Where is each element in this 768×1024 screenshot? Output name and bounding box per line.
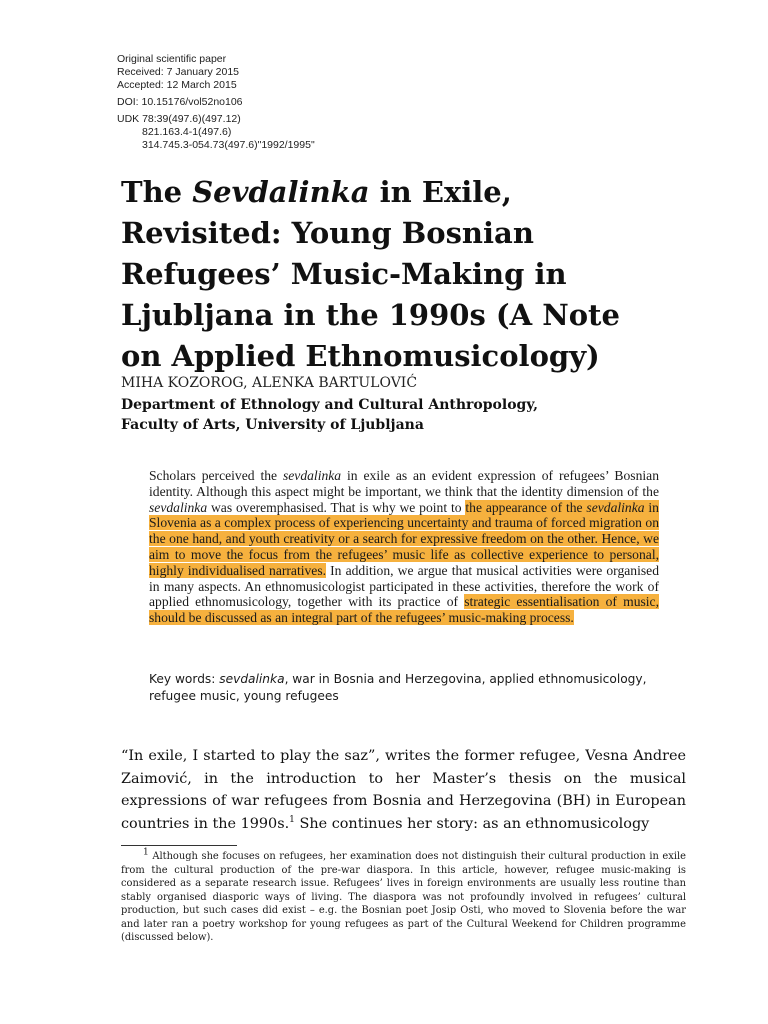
udk-line-3: 314.745.3-054.73(497.6)"1992/1995" [142, 139, 315, 151]
doi: DOI: 10.15176/vol52no106 [117, 96, 243, 108]
accepted-date: Accepted: 12 March 2015 [117, 79, 237, 91]
affiliation-line-1: Department of Ethnology and Cultural Anthropology, [121, 397, 538, 413]
affiliation-line-2: Faculty of Arts, University of Ljubljana [121, 417, 424, 433]
footnote-number: 1 [143, 847, 149, 858]
footnote-ref[interactable]: 1 [289, 814, 295, 825]
footnote-separator [121, 845, 237, 846]
body-paragraph: “In exile, I started to play the saz”, writes the former refugee, Vesna Andree Zaimović, in the introduction to her Master’s thesis on the musical expressions of war refugees from Bosnia and Herzegovina (BH) in European countries in the 1990s.$^1$ She continues her story: as an ethnomusicology [121, 748, 686, 832]
udk-line-2: 821.163.4-1(497.6) [142, 126, 232, 138]
authors: MIHA KOZOROG, ALENKA BARTULOVIĆ [121, 375, 418, 391]
highlight-2: strategic essentialisation of music, should be discussed as an integral part of the refugees’ music-making process. [149, 594, 659, 626]
article-metadata [117, 53, 315, 152]
keywords: Key words: sevdalinka, war in Bosnia and Herzegovina, applied ethnomusicology, refugee music, young refugees [149, 672, 647, 703]
paper-type: Original scientific paper [117, 53, 227, 65]
affiliation [121, 395, 601, 435]
article-title: The Sevdalinka in Exile, Revisited: Young Bosnian Refugees’ Music-Making in Ljubljana in the 1990s (A Note on Applied Ethnomusicology) [121, 175, 620, 373]
udk-line-1: UDK 78:39(497.6)(497.12) [117, 113, 241, 125]
footnote: $^1$ Although she focuses on refugees, her examination does not distinguish their cultural production in exile from the cultural production of the pre-war diaspora. In this article, however, refugee music-making is considered as a separate research issue. Refugees’ lives in foreign environments are usually less routine than stably organised diasporic ways of living. The diaspora was not profoundly involved in refugees’ cultural production, but such cases did exist – e.g. the Bosnian poet Josip Osti, who moved to Slovenia before the war and later ran a poetry workshop for young refugees as part of the Cultural Weekend for Children programme (discussed below). [121, 847, 686, 943]
received-date: Received: 7 January 2015 [117, 66, 239, 78]
highlight-1: the appearance of the sevdalinka in Slovenia as a complex process of experiencing uncertainty and trauma of forced migration on the one hand, and youth creativity or a search for expressive freedom on the other. Hence, we aim to move the focus from the refugees’ music life as collective experience to personal, highly individualised narratives. [149, 499, 659, 578]
title-italic-sevdalinka: Sevdalinka [192, 175, 370, 209]
abstract: Scholars perceived the sevdalinka in exile as an evident expression of refugees’ Bosnian identity. Although this aspect might be important, we think that the identity dimension of the sevdalinka was overemphasised. That is why we point to the appearance of the sevdalinka in Slovenia as a complex process of experiencing uncertainty and trauma of forced migration on the one hand, and youth creativity or a search for expressive freedom on the other. Hence, we aim to move the focus from the refugees’ music life as collective experience to personal, highly individualised narratives. In addition, we argue that musical activities were organised in many aspects. An ethnomusicologist participated in these activities, therefore the work of applied ethnomusicology, together with its practice of strategic essentialisation of music, should be discussed as an integral part of the refugees’ music-making process. [149, 468, 659, 626]
